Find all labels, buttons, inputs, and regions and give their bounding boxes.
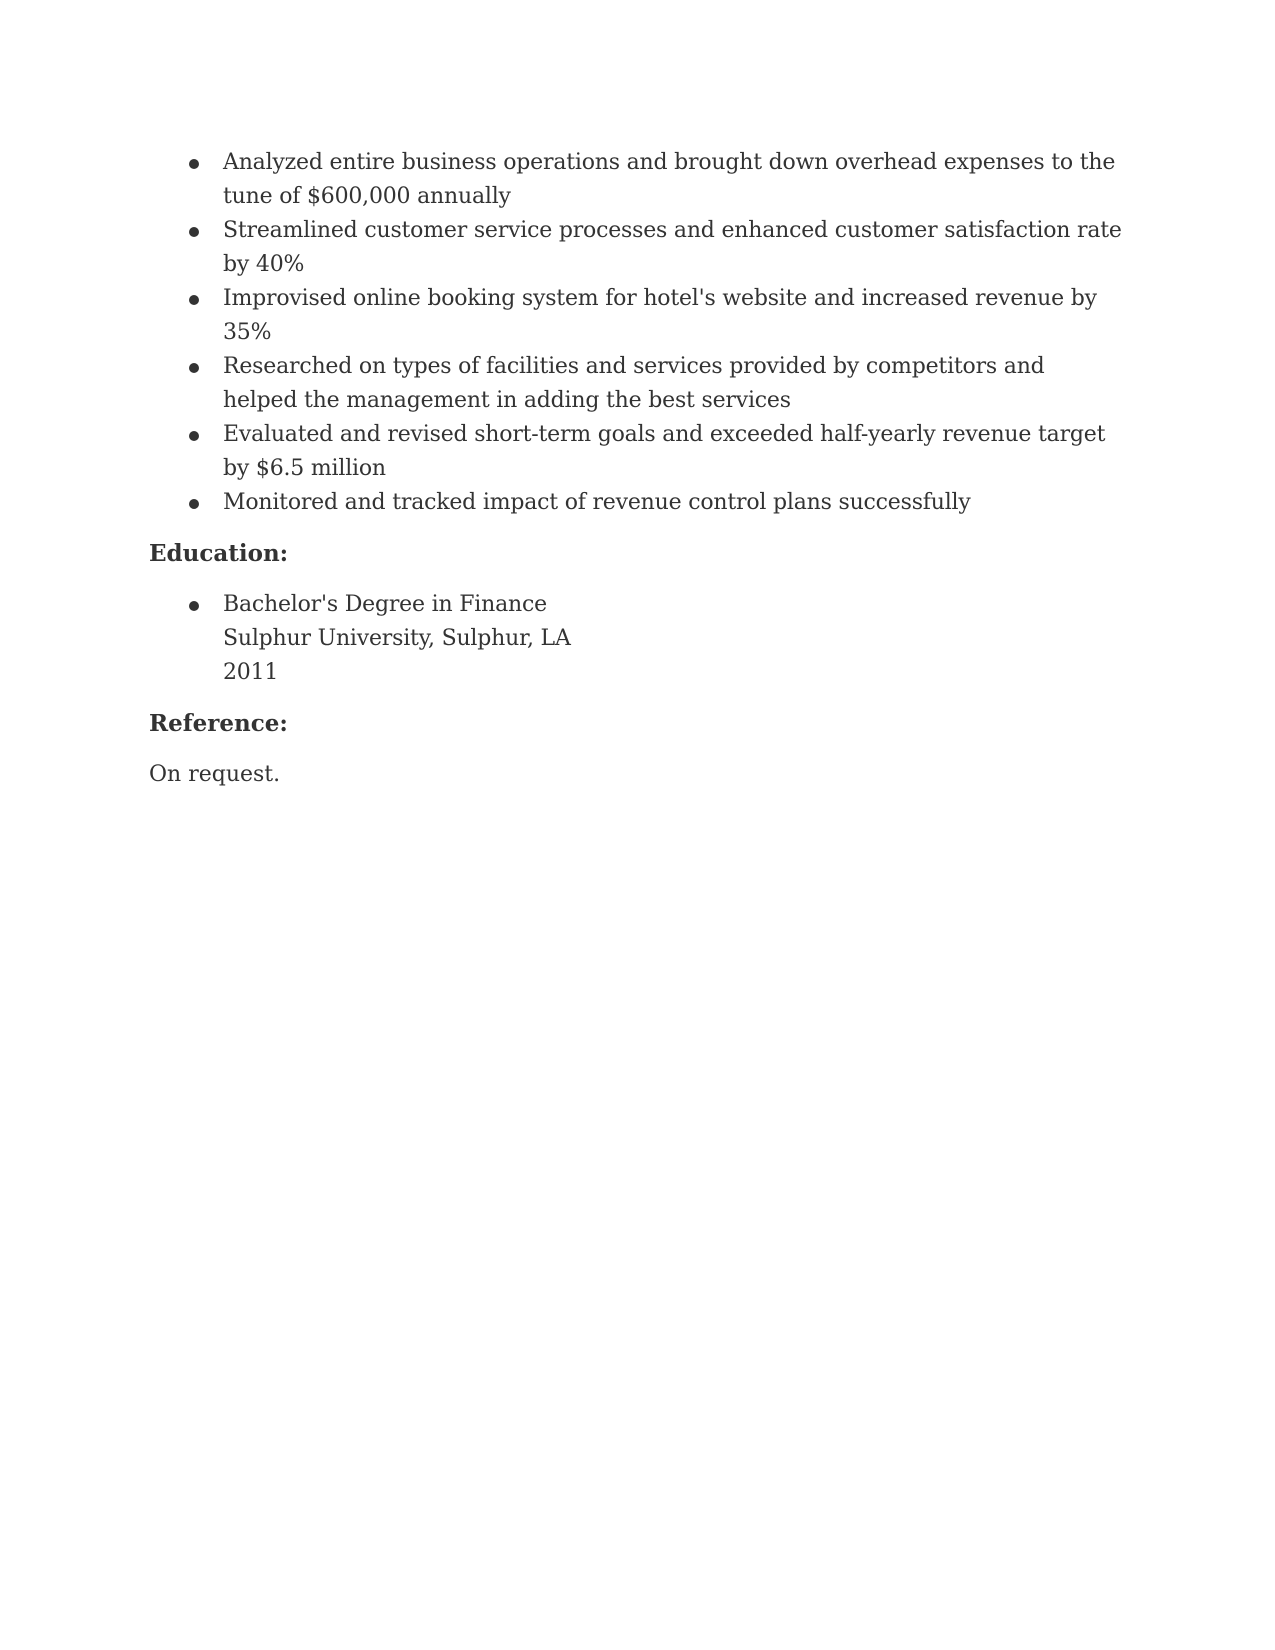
bullet-icon [189,499,199,509]
bullet-text: Streamlined customer service processes and enhanced customer satisfaction rate by 40% [223,218,1122,277]
reference-text: On request. [149,762,281,787]
bullet-text: Improvised online booking system for hotel's website and increased revenue by 35% [223,286,1097,345]
list-item [149,214,1124,282]
bullet-text: Monitored and tracked impact of revenue control plans successfully [223,490,971,515]
list-item [149,418,1124,486]
bullet-icon [189,295,199,305]
school-text: Sulphur University, Sulphur, LA [223,626,571,651]
list-item [149,146,1124,214]
bullet-icon [189,431,199,441]
list-item [149,282,1124,350]
bullet-icon [189,227,199,237]
experience-bullet-list [149,146,1124,520]
graduation-year: 2011 [223,660,279,685]
bullet-text: Evaluated and revised short-term goals and exceeded half-yearly revenue target by $6.5 million [223,422,1106,481]
list-item [149,350,1124,418]
resume-content [149,146,1124,792]
education-item [149,588,1124,690]
education-list [149,588,1124,690]
bullet-icon [189,601,199,611]
reference-heading: Reference: [149,710,288,737]
bullet-text: Researched on types of facilities and services provided by competitors and helped the management in adding the best services [223,354,1045,413]
bullet-text: Analyzed entire business operations and brought down overhead expenses to the tune of $600,000 annually [223,150,1116,209]
bullet-icon [189,159,199,169]
education-heading: Education: [149,540,289,567]
list-item [149,486,1124,520]
bullet-icon [189,363,199,373]
degree-text: Bachelor's Degree in Finance [223,592,547,617]
